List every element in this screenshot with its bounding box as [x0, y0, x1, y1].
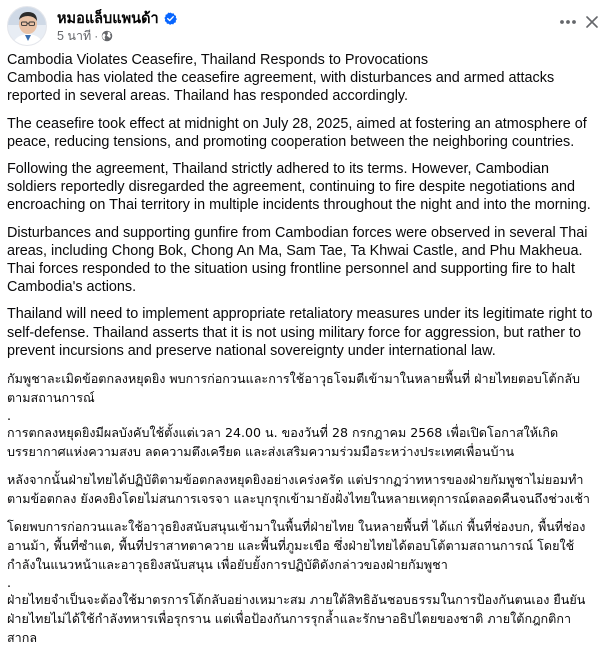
post-body — [7, 51, 599, 647]
post-meta — [57, 28, 113, 44]
post-paragraph-en-2: The ceasefire took effect at midnight on July 28, 2025, aimed at fostering an atmosphere of peace, reducing tensions, and promoting cooperation between the neighboring countries. — [7, 115, 587, 150]
close-button[interactable] — [582, 12, 602, 32]
post-title-en: Cambodia Violates Ceasefire, Thailand Responds to Provocations — [7, 52, 429, 68]
post-paragraph-en-4: Disturbances and supporting gunfire from Cambodian forces were observed in several Thai areas, including Chong Bok, Chong An Ma, Sam Tae, Ta Khwai Castle, and Phu Makheua. Thai forces responded to the situation using frontline personnel and supporting fire to halt Cambodia's actions. — [7, 224, 588, 296]
post-separator-dot: . — [7, 575, 11, 592]
meta-separator: · — [94, 29, 99, 43]
post-paragraph-th-2: หลังจากนั้นฝ่ายไทยได้ปฏิบัติตามข้อตกลงหยุดยิงอย่างเคร่งครัด แต่ปรากฏว่าทหารของฝ่ายกัมพูชาไม่ยอมทำตามข้อตกลง ยังคงยิงโดยไม่สนการเจรจา และบุกรุกเข้ามายังฝั่งไทยในหลายเหตุการณ์ตลอดคืนจนถึงช่วงเช้า — [7, 472, 590, 507]
post-header — [7, 6, 600, 46]
more-options-button[interactable] — [556, 12, 580, 32]
more-horizontal-icon — [559, 19, 577, 25]
post-paragraph-th-4: ฝ่ายไทยจำเป็นจะต้องใช้มาตรการโต้กลับอย่างเหมาะสม ภายใต้สิทธิอันชอบธรรมในการป้องกันตนเอง ยืนยันฝ่ายไทยไม่ได้ใช้กำลังทหารเพื่อรุกราน แต่เพื่อป้องกันการรุกล้ำและรักษาอธิปไตยของชาติ ภายใต้กฎกติกาสากล — [7, 592, 586, 646]
avatar[interactable] — [7, 6, 47, 46]
author-row — [57, 9, 177, 27]
avatar-image — [8, 7, 47, 46]
verified-badge-icon — [164, 12, 177, 25]
post-paragraph-th-3: โดยพบการก่อกวนและใช้อาวุธยิงสนับสนุนเข้ามาในพื้นที่ฝ่ายไทย ในหลายพื้นที่ ได้แก่ พื้นที่ช่องบก, พื้นที่ช่องอานม้า, พื้นที่ซำแต, พื้นที่ปราสาทตาควาย และพื้นที่ภูมะเขือ ซึ่งฝ่ายไทยได้ตอบโต้ตามสถานการณ์ โดยใช้กำลังในแนวหน้าและอาวุธยิงสนับสนุน เพื่อยับยั้งการปฏิบัติดังกล่าวของฝ่ายกัมพูชา — [7, 519, 586, 573]
post-time[interactable]: 5 นาที — [57, 29, 92, 43]
post-paragraph-en-1: Cambodia has violated the ceasefire agreement, with disturbances and armed attacks reported in several areas. Thailand has responded accordingly. — [7, 70, 555, 105]
close-icon — [586, 16, 598, 28]
post-separator-dot: . — [7, 408, 11, 425]
post-paragraph-en-5: Thailand will need to implement appropriate retaliatory measures under its legitimate right to self-defense. Thailand asserts that it is not using military force for aggression, but rather to prevent incursions and preserve national sovereignty under international law. — [7, 306, 593, 359]
post-paragraph-en-3: Following the agreement, Thailand strictly adhered to its terms. However, Cambodian soldiers reportedly disregarded the agreement, continuing to fire despite negotiations and encroaching on Thai territory in multiple incidents throughout the night and into the morning. — [7, 161, 591, 214]
author-name[interactable]: หมอแล็บแพนด้า — [57, 10, 159, 27]
post-paragraph-th-1: การตกลงหยุดยิงมีผลบังคับใช้ตั้งแต่เวลา 24.00 น. ของวันที่ 28 กรกฎาคม 2568 เพื่อเปิดโอกาสให้เกิดบรรยากาศแห่งความสงบ ลดความตึงเครียด และส่งเสริมความร่วมมือระหว่างประเทศเพื่อนบ้าน — [7, 425, 559, 460]
globe-icon[interactable] — [101, 30, 113, 42]
post-title-th: กัมพูชาละเมิดข้อตกลงหยุดยิง พบการก่อกวนและการใช้อาวุธโจมตีเข้ามาในหลายพื้นที่ ฝ่ายไทยตอบโต้กลับตามสถานการณ์ — [7, 371, 581, 406]
